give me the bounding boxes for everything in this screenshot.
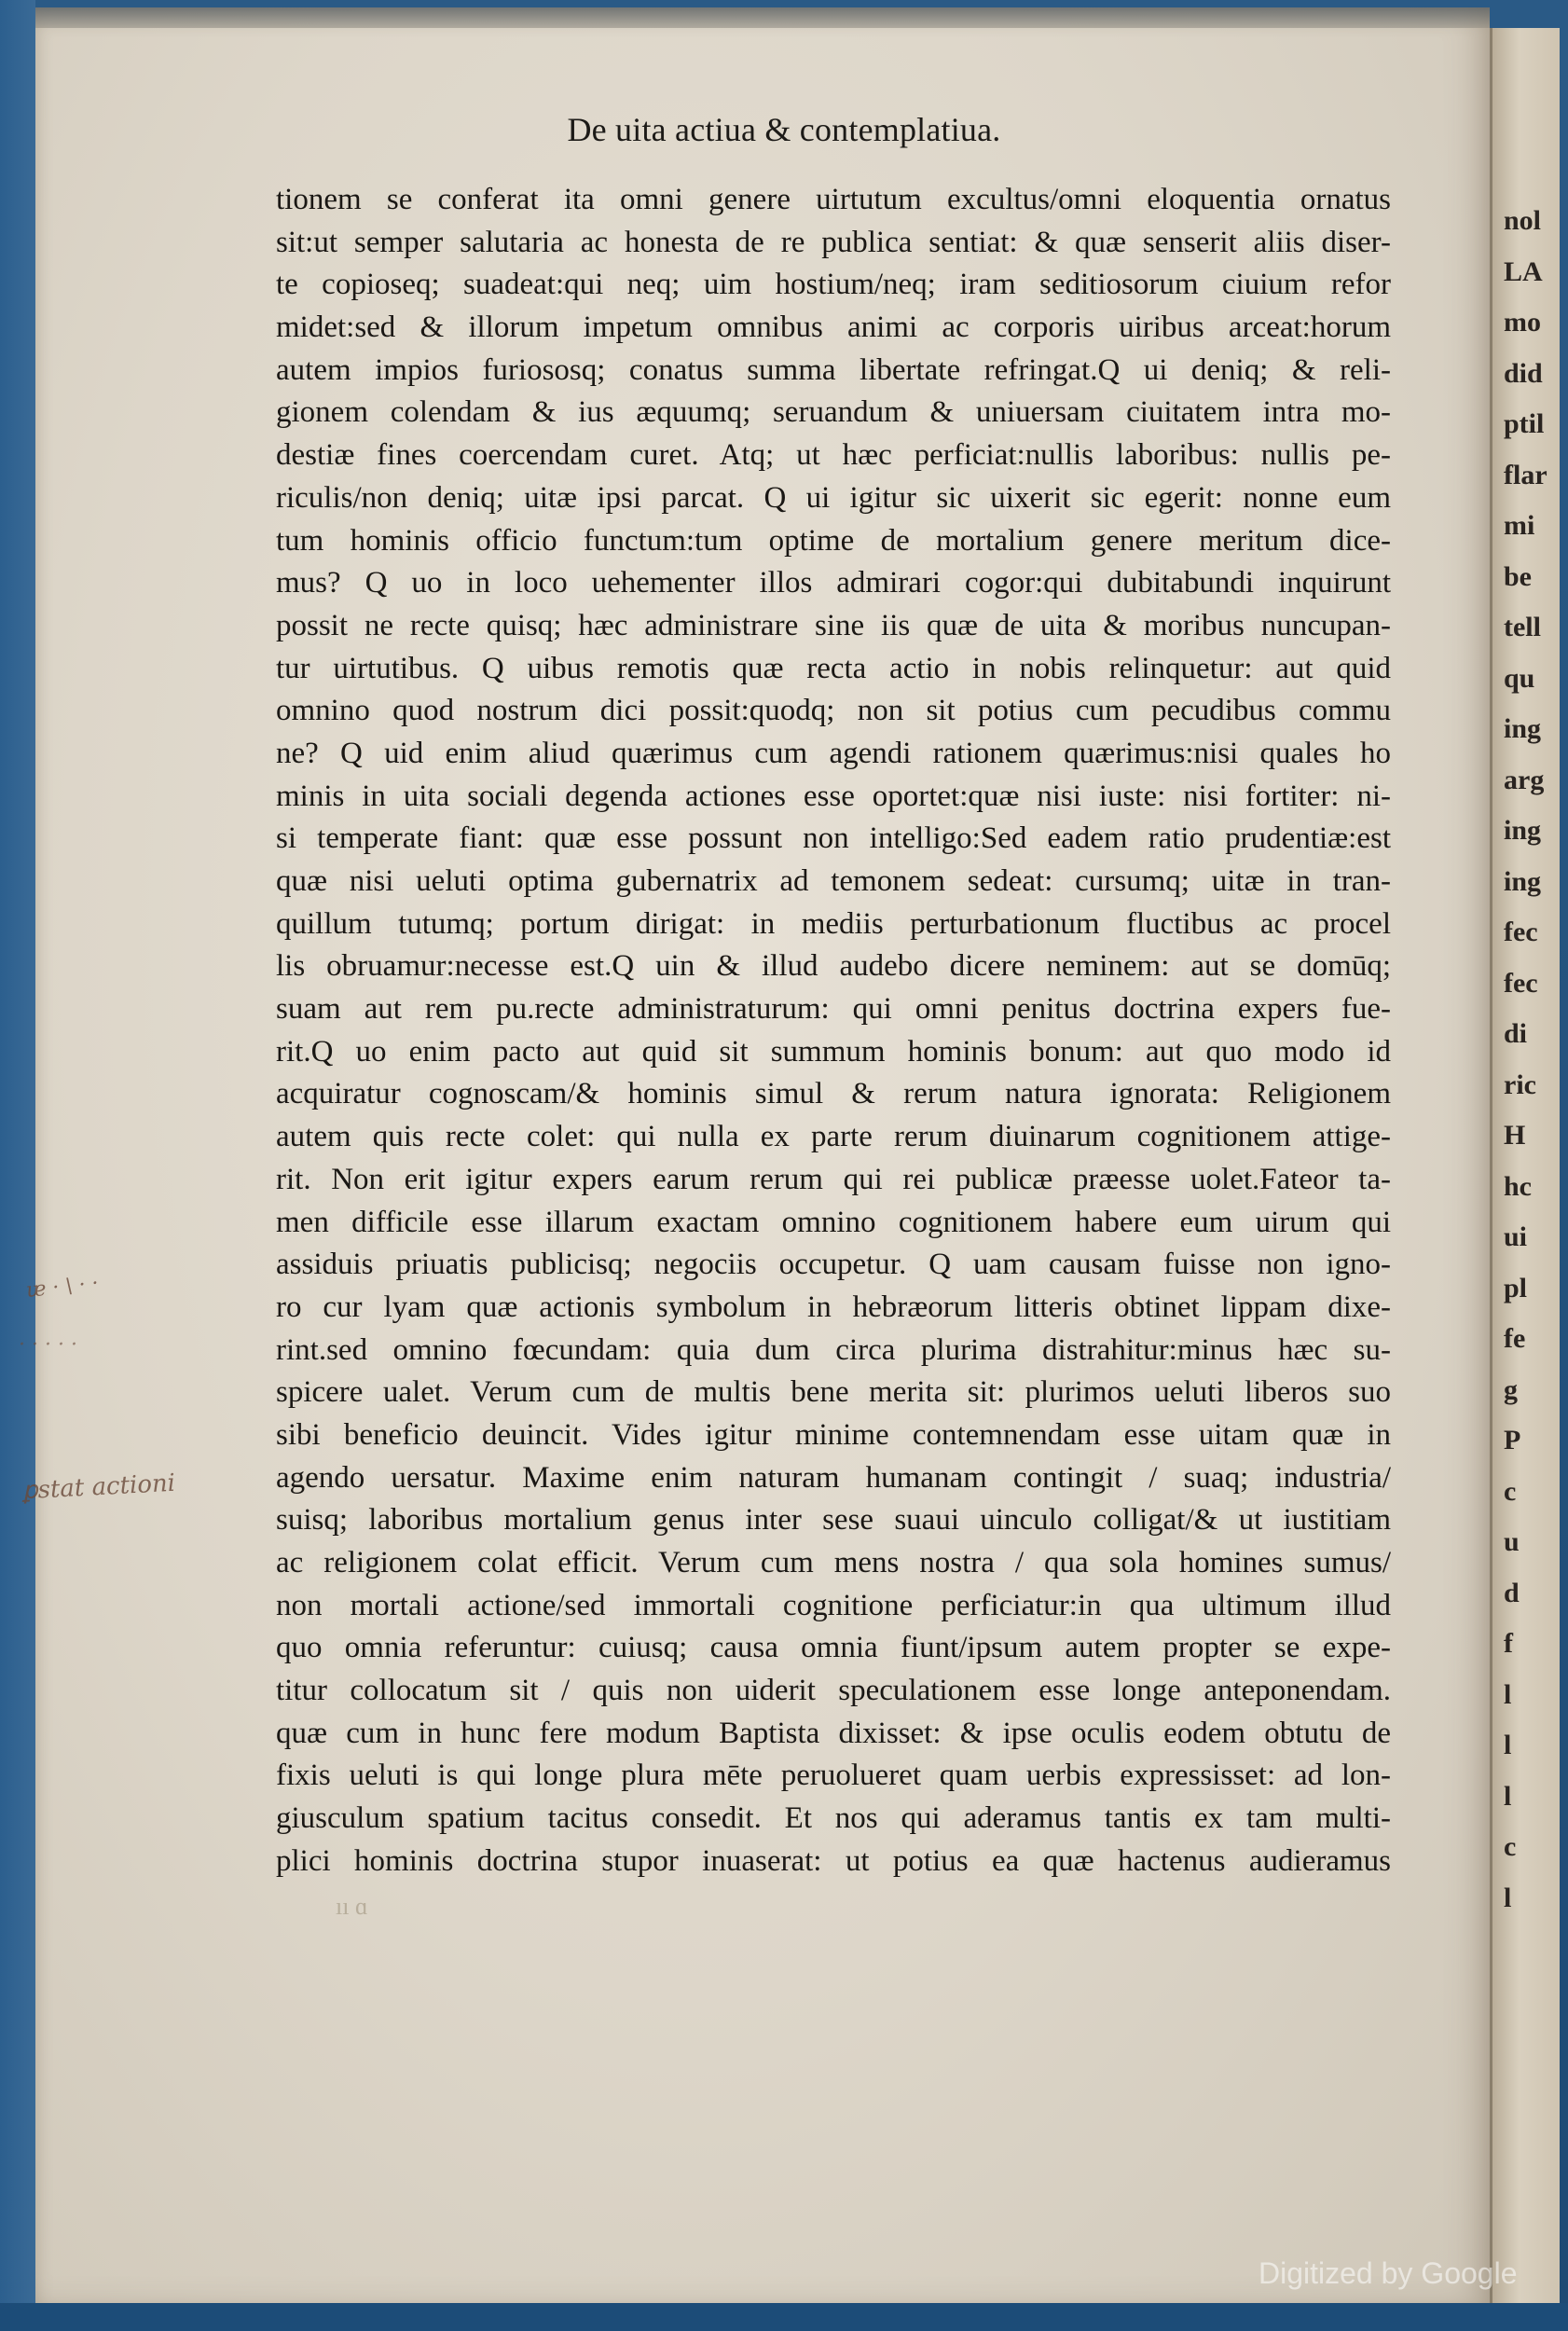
facing-page-fragment: H [1504, 1120, 1526, 1151]
facing-page-fragment: qu [1504, 662, 1535, 694]
text-line: assiduis priuatis publicisq; negociis occupetur. Q uam causam fuisse non igno- [276, 1248, 1391, 1282]
text-line: titur collocatum sit / quis non uiderit speculationem esse longe anteponendam. [276, 1674, 1391, 1708]
text-line: non mortali actione/sed immortali cognitione perficiatur:in qua ultimum illud [276, 1588, 1391, 1622]
text-line: spicere ualet. Verum cum de multis bene merita sit: plurimos ueluti liberos suo [276, 1375, 1391, 1410]
text-line: tionem se conferat ita omni genere uirtutum excultus/omni eloquentia ornatus [276, 183, 1391, 216]
text-line: ro cur lyam quæ actionis symbolum in hebræorum litteris obtinet lippam dixe- [276, 1290, 1391, 1324]
text-line: sit:ut semper salutaria ac honesta de re publica sentiat: & quæ senserit aliis diser- [276, 225, 1391, 259]
facing-page-fragment: ing [1504, 865, 1542, 897]
text-line: rint.sed omnino fœcundam: quia dum circa plurima distrahitur:minus hæc su- [276, 1332, 1391, 1367]
text-line: autem impios furiososq; conatus summa libertate refringat.Q ui deniq; & reli- [276, 352, 1391, 387]
facing-page-fragment: d [1504, 1577, 1520, 1608]
text-line: quo omnia referuntur: cuiusq; causa omnia fiunt/ipsum autem propter se expe- [276, 1631, 1391, 1665]
facing-page-fragment: ptil [1504, 408, 1545, 439]
text-line: midet:sed & illorum impetum omnibus animi ac corporis uiribus arceat:horum [276, 310, 1391, 345]
scan-background-left [0, 0, 35, 2331]
facing-page-edge [1490, 28, 1560, 2303]
text-line: suam aut rem pu.recte administraturum: qui omni penitus doctrina expers fue- [276, 992, 1391, 1027]
facing-page-fragment: l [1504, 1780, 1512, 1812]
text-line: men difficile esse illarum exactam omnino cognitionem habere eum uirum qui [276, 1205, 1391, 1239]
facing-page-fragment: did [1504, 357, 1543, 389]
marginal-note: · · · · · [19, 1333, 77, 1357]
text-line: si temperate fiant: quæ esse possunt non intelligo:Sed eadem ratio prudentiæ:est [276, 821, 1391, 856]
facing-page-fragment: P [1504, 1425, 1521, 1455]
running-header: De uita actiua & contemplatiua. [567, 111, 1001, 148]
text-line: gionem colendam & ius æquumq; seruandum & uniuersam ciuitatem intra mo- [276, 395, 1391, 430]
facing-page-fragment: g [1504, 1373, 1518, 1405]
text-line: plici hominis doctrina stupor inuaserat: ut potius ea quæ hactenus audieramus [276, 1843, 1391, 1878]
facing-page-fragment: be [1504, 560, 1532, 592]
page-top-edge [35, 7, 1490, 28]
facing-page-fragment: pl [1504, 1272, 1528, 1303]
text-line: te copioseq; suadeat:qui neq; uim hostium/neq; iram seditiosorum ciuium refor [276, 268, 1391, 302]
facing-page-fragment: ing [1504, 815, 1542, 846]
text-line: fixis ueluti is qui longe plura mēte peruolueret quam uerbis expressisset: ad lon- [276, 1759, 1391, 1793]
digitization-watermark: Digitized by Google [1259, 2256, 1518, 2290]
text-line: autem quis recte colet: qui nulla ex parte rerum diuinarum cognitionem attige- [276, 1120, 1391, 1154]
facing-page-fragment: u [1504, 1526, 1520, 1557]
text-line: sibi beneficio deuincit. Vides igitur minime contemnendam esse uitam quæ in [276, 1417, 1391, 1452]
facing-page-fragment: fec [1504, 917, 1538, 947]
text-line: omnino quod nostrum dici possit:quodq; non sit potius cum pecudibus commu [276, 694, 1391, 728]
text-line: riculis/non deniq; uitæ ipsi parcat. Q ui igitur sic uixerit sic egerit: nonne eum [276, 480, 1391, 515]
facing-page-fragment: c [1504, 1831, 1517, 1862]
facing-page-fragment: mi [1504, 510, 1535, 541]
facing-page-fragment: ric [1504, 1069, 1536, 1100]
marginal-note: ꝑstat actioni [21, 1469, 176, 1506]
marginal-note: ᵫ · \ · · [24, 1272, 100, 1303]
text-line: lis obruamur:necesse est.Q uin & illud audebo dicere neminem: aut se domūq; [276, 949, 1391, 984]
facing-page-fragment: di [1504, 1018, 1528, 1049]
body-text [276, 179, 1391, 1883]
text-line: tur uirtutibus. Q uibus remotis quæ recta actio in nobis relinquetur: aut quid [276, 651, 1391, 685]
text-line: ne? Q uid enim aliud quærimus cum agendi rationem quærimus:nisi quales ho [276, 736, 1391, 770]
facing-page-fragment: l [1504, 1882, 1512, 1913]
text-line: mus? Q uo in loco uehementer illos admirari cogor:qui dubitabundi inquirunt [276, 566, 1391, 600]
facing-page-fragment: ing [1504, 713, 1542, 744]
facing-page-fragment: fe [1504, 1323, 1526, 1354]
text-line: destiæ fines coercendam curet. Atq; ut hæc perficiat:nullis laboribus: nullis pe- [276, 438, 1391, 473]
facing-page-fragment: f [1504, 1628, 1513, 1659]
facing-page-fragment: LA [1504, 255, 1543, 287]
scan-background-bottom [0, 2303, 1568, 2331]
text-line: rit. Non erit igitur expers earum rerum qui rei publicæ præesse uolet.Fateor ta- [276, 1162, 1391, 1196]
text-line: rit.Q uo enim pacto aut quid sit summum hominis bonum: aut quo modo id [276, 1034, 1391, 1069]
text-line: quæ nisi ueluti optima gubernatrix ad temonem sedeat: cursumq; uitæ in tran- [276, 864, 1391, 898]
text-line: agendo uersatur. Maxime enim naturam humanam contingit / suaq; industria/ [276, 1460, 1391, 1495]
facing-page-fragment: mo [1504, 307, 1541, 338]
facing-page-fragment: c [1504, 1475, 1517, 1507]
text-line: suisq; laboribus mortalium genus inter sese suaui uinculo colligat/& ut iustitiam [276, 1503, 1391, 1538]
text-line: quæ cum in hunc fere modum Baptista dixisset: & ipse oculis eodem obtutu de [276, 1716, 1391, 1750]
faded-page-mark: ıı ɑ [336, 1893, 368, 1920]
facing-page-fragment: hc [1504, 1170, 1532, 1202]
text-line: ac religionem colat efficit. Verum cum mens nostra / qua sola homines sumus/ [276, 1546, 1391, 1579]
facing-page-fragment: tell [1504, 612, 1541, 642]
text-line: quillum tutumq; portum dirigat: in mediis perturbationum fluctibus ac procel [276, 906, 1391, 941]
facing-page-fragment: fec [1504, 967, 1538, 999]
facing-page-fragment: l [1504, 1730, 1512, 1760]
facing-page-fragment: l [1504, 1678, 1512, 1710]
facing-page-fragment: nol [1504, 205, 1542, 236]
facing-page-fragment: ui [1504, 1221, 1528, 1252]
text-line: tum hominis officio functum:tum optime de mortalium genere meritum dice- [276, 523, 1391, 558]
text-line: minis in uita sociali degenda actiones esse oportet:quæ nisi iuste: nisi fortiter: ni- [276, 779, 1391, 813]
text-line: acquiratur cognoscam/& hominis simul & rerum natura ignorata: Religionem [276, 1077, 1391, 1111]
text-line: giusculum spatium tacitus consedit. Et nos qui aderamus tantis ex tam multi- [276, 1801, 1391, 1836]
facing-page-fragment: arg [1504, 764, 1545, 795]
facing-page-fragment: flar [1504, 459, 1547, 490]
text-line: possit ne recte quisq; hæc administrare sine iis quæ de uita & moribus nuncupan- [276, 608, 1391, 642]
